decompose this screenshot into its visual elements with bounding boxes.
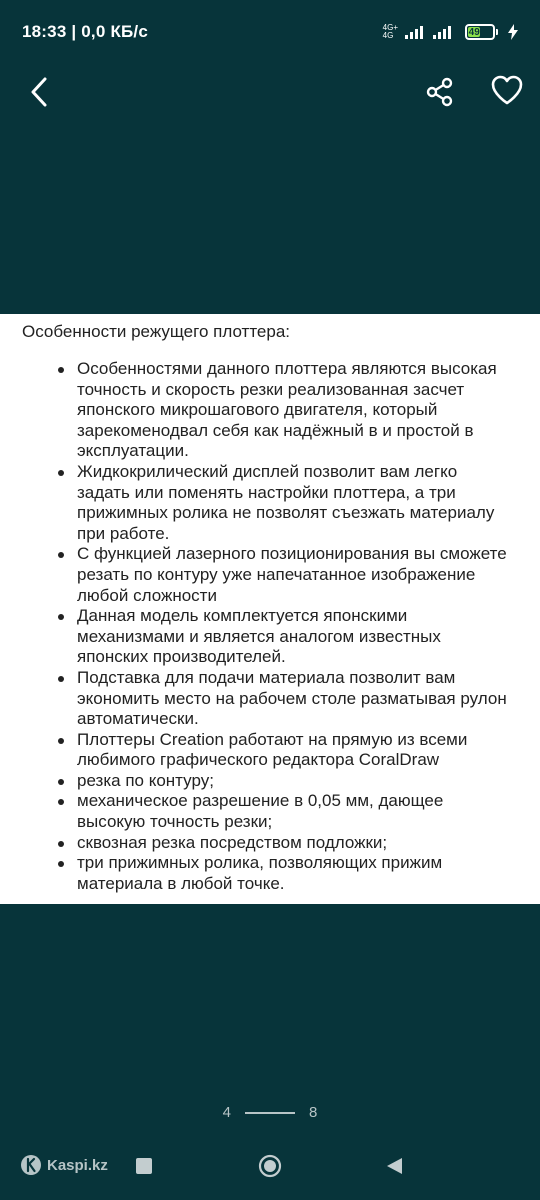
recent-apps-button[interactable]: [136, 1158, 152, 1174]
feature-list: [22, 359, 516, 894]
back-button[interactable]: [20, 72, 60, 112]
feature-item: Данная модель комплектуется японскими механизмами и является аналогом известных японских производителей.: [58, 606, 516, 668]
top-nav: [0, 64, 540, 120]
feature-item: Плоттеры Creation работают на прямую из всеми любимого графического редактора CoralDraw: [58, 730, 516, 771]
feature-item: Жидкокрилический дисплей позволит вам легко задать или поменять настройки плоттера, а три прижимных ролика не позволят съезжать материалу при работе.: [58, 462, 516, 544]
home-button[interactable]: [258, 1154, 282, 1178]
system-nav-bar: [0, 1140, 540, 1200]
share-button[interactable]: [420, 72, 460, 112]
description-heading: Особенности режущего плоттера:: [22, 322, 291, 341]
watermark-text: Kaspi.kz: [47, 1156, 108, 1174]
signal-icon: [405, 25, 423, 39]
system-back-button[interactable]: [384, 1156, 404, 1176]
pager-total: 8: [309, 1104, 318, 1121]
network-type-label: [383, 24, 398, 40]
kaspi-logo-icon: [20, 1154, 42, 1176]
signal-icon-2: [433, 25, 451, 39]
share-icon: [425, 77, 455, 107]
battery-icon: [465, 24, 498, 40]
feature-item: сквозная резка посредством подложки;: [58, 833, 516, 854]
feature-item: Особенностями данного плоттера являются высокая точность и скорость резки реализованная засчет японского микрошагового двигателя, который зарекоменодвал себя как надёжный в и простой в эксплуатации.: [58, 359, 516, 462]
chevron-left-icon: [28, 76, 52, 108]
kaspi-watermark: [20, 1154, 108, 1176]
feature-item: механическое разрешение в 0,05 мм, дающее высокую точность резки;: [58, 791, 516, 832]
battery-level: 49: [468, 26, 480, 38]
description-panel: [0, 314, 540, 904]
pager-current: 4: [222, 1104, 231, 1121]
heart-icon: [490, 74, 524, 106]
feature-item: С функцией лазерного позиционирования вы сможете резать по контуру уже напечатанное изображение любой сложности: [58, 544, 516, 606]
image-pager: [0, 1104, 540, 1121]
charging-icon: [508, 24, 518, 40]
status-time-speed: 18:33 | 0,0 КБ/с: [22, 22, 149, 41]
favorite-button[interactable]: [487, 70, 527, 110]
status-icons: [383, 24, 518, 40]
network-type-bottom: 4G: [382, 31, 394, 40]
pager-divider: [245, 1112, 295, 1114]
status-bar: [0, 0, 540, 64]
feature-item: резка по контуру;: [58, 771, 516, 792]
feature-item: Подставка для подачи материала позволит вам экономить место на рабочем столе разматывая рулон автоматически.: [58, 668, 516, 730]
network-type-top: 4G+: [382, 23, 398, 32]
feature-item: три прижимных ролика, позволяющих прижим материала в любой точке.: [58, 853, 516, 894]
